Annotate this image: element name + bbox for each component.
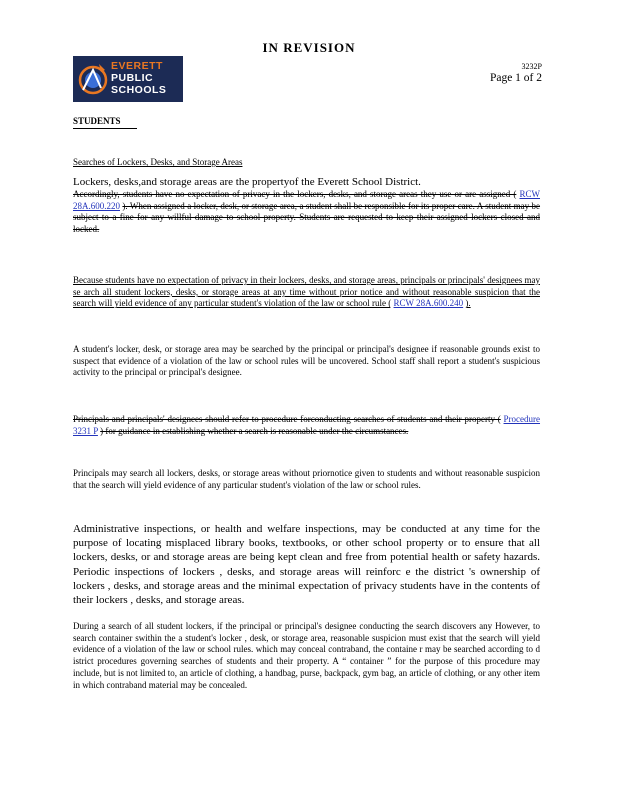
policy-code: 3232P <box>521 62 542 71</box>
struck-text: ) for guidance in establishing whether a search is reasonable under the circumstances. <box>100 425 409 436</box>
paragraph-principals <box>73 468 540 491</box>
globe-icon <box>77 60 111 98</box>
paragraph-search-reasonable <box>73 344 540 379</box>
struck-text: ). When assigned a locker, desk, or storage area, a student shall be responsible for its proper care. A student may be subject to a fine for any willful damage to school property. Students are requested to keep their assigned lockers closed and locked. <box>73 200 541 235</box>
struck-text: Principals and principals' designees should refer to procedure forconducting searches of students and their property ( <box>73 414 501 424</box>
paragraph-text: A student's locker, desk, or storage area may be searched by the principal or principal's designee if reasonable grounds exist to suspect that evidence of a violation of the law or school rules will be uncovered. School staff shall report a student's suspicious activity to the principal or principal's designee. <box>73 344 540 378</box>
procedure-link[interactable]: Procedure 3231 P <box>73 414 541 436</box>
section-underline <box>73 128 137 129</box>
document-title: IN REVISION <box>262 40 356 55</box>
paragraph-text: Principals may search all lockers, desks, or storage areas without priornotice given to students and without reasonable suspicion that the search will yield evidence of any particular student's violation of the law or school rules. <box>73 468 540 490</box>
underlined-text: ). <box>465 298 471 309</box>
logo-line-3: SCHOOLS <box>111 84 167 96</box>
logo-line-2: PUBLIC <box>111 72 154 84</box>
logo-line-1: EVERETT <box>111 60 163 72</box>
district-logo <box>73 56 183 102</box>
paragraph-inspections <box>73 522 540 607</box>
paragraph-procedure <box>73 414 540 437</box>
paragraph-heading: Searches of Lockers, Desks, and Storage Areas <box>73 157 243 167</box>
lead-sentence: Lockers, desks,and storage areas are the propertyof the Everett School District. <box>73 175 421 188</box>
paragraph-text: Administrative inspections, or health and welfare inspections, may be conducted at any time for the purpose of locating misplaced library books, textbooks, or other school property or to ensure that all lockers, desks, or and storage areas are being kept clean and free from potential health or safety hazards. Periodic inspections of lockers , desks, and storage areas will reinforc e the district 's ownership of lockers , desks, and storage areas and the minimal expectation of privacy students have in the contents of their lockers , desks, and storage areas. <box>73 523 540 607</box>
page-number: Page 1 of 2 <box>489 72 542 84</box>
underlined-text: Because students have no expectation of privacy in their lockers, desks, and storage areas, principals or principals' designees may se arch all student lockers, desks, or storage areas at any time without prior notice and without reasonable suspicion that the search will yield evidence of any particular student's violation of the law or school rule ( <box>73 275 540 309</box>
rcw-link[interactable]: RCW 28A.600.240 <box>393 298 464 309</box>
paragraph-containers <box>73 621 540 691</box>
struck-text: Accordingly, students have no expectation of privacy in the lockers, desks, and storage areas they use or are assigned ( <box>73 188 517 199</box>
paragraph-expectation <box>73 275 540 310</box>
section-label: STUDENTS <box>73 116 121 126</box>
rcw-link[interactable]: RCW 28A.600.220 <box>73 188 540 211</box>
paragraph-text: During a search of all student lockers, if the principal or principal's designee conducting the search discovers any However, to search container swithin the a student's locker , desk, or storage area, reasonable suspicion must exist that the search will yield evidence of a violation of the law or school rules. which may conceal contraband, the containe r may be searched according to d istrict procedures governing searches of students and their property. A “ container ” for the purpose of this procedure may include, but is not limited to, an article of clothing, a handbag, purse, backpack, gym bag, an article of clothing, or any other item in which contraband material may be concealed. <box>73 621 540 690</box>
paragraph-lockers <box>73 157 540 236</box>
